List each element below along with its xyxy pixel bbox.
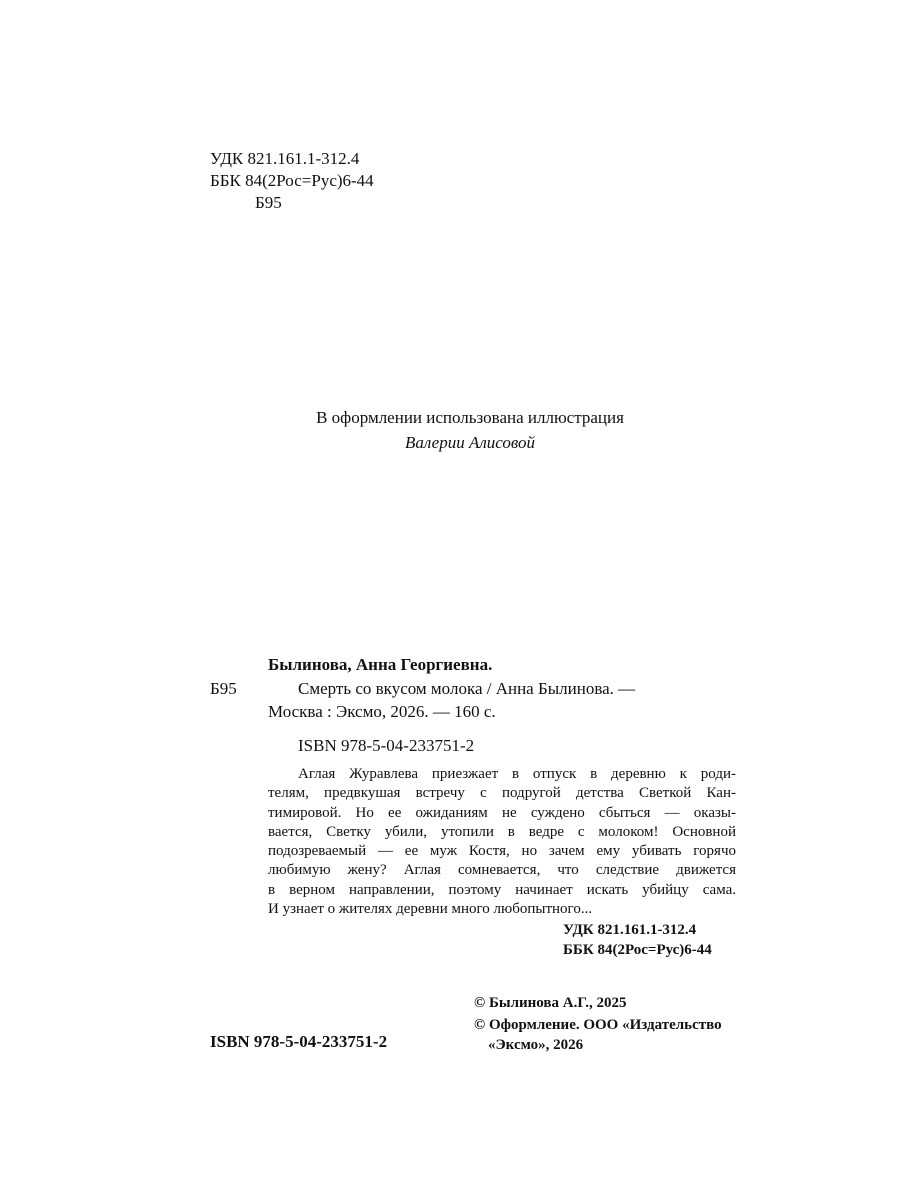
annotation-line: вается, Светку убили, утопили в ведре с молоком! Основной bbox=[268, 823, 736, 840]
copyright-design-cont: «Эксмо», 2026 bbox=[488, 1037, 584, 1053]
catalog-title-line2: Москва : Эксмо, 2026. — 160 с. bbox=[268, 702, 496, 721]
catalog-author-sign: Б95 bbox=[210, 679, 237, 698]
bbk-code: ББК 84(2Рос=Рус)6-44 bbox=[210, 171, 374, 190]
annotation-line: Аглая Журавлева приезжает в отпуск в деревню к роди- bbox=[298, 766, 736, 782]
annotation-line: любимую жену? Аглая сомневается, что следствие движется bbox=[268, 862, 736, 879]
annotation-line: телям, предвкушая встречу с подругой детства Светкой Кан- bbox=[268, 785, 736, 802]
udk-code: УДК 821.161.1-312.4 bbox=[210, 149, 360, 168]
author-sign: Б95 bbox=[255, 193, 282, 212]
catalog-bbk: ББК 84(2Рос=Рус)6-44 bbox=[563, 942, 712, 958]
catalog-isbn: ISBN 978-5-04-233751-2 bbox=[298, 736, 475, 755]
illustrator-name: Валерии Алисовой bbox=[404, 433, 536, 452]
catalog-author: Былинова, Анна Георгиевна. bbox=[268, 655, 493, 674]
catalog-title-line1: Смерть со вкусом молока / Анна Былинова. — bbox=[298, 679, 636, 698]
annotation-line: И узнает о жителях деревни много любопытного... bbox=[268, 901, 593, 918]
annotation-line: тимировой. Но ее ожиданиям не суждено сбыться — оказы- bbox=[268, 804, 736, 821]
annotation bbox=[268, 765, 736, 919]
catalog-udk: УДК 821.161.1-312.4 bbox=[563, 922, 697, 938]
copyright-design: © Оформление. ООО «Издательство bbox=[474, 1017, 722, 1033]
annotation-line: подозреваемый — ее муж Костя, но зачем ему убивать горячо bbox=[268, 843, 736, 860]
illustration-credit: В оформлении использована иллюстрация bbox=[316, 408, 624, 427]
footer-isbn: ISBN 978-5-04-233751-2 bbox=[210, 1032, 388, 1051]
annotation-line: в верном направлении, поэтому начинает искать убийцу сама. bbox=[268, 881, 736, 898]
copyright-author: © Былинова А.Г., 2025 bbox=[474, 995, 627, 1011]
